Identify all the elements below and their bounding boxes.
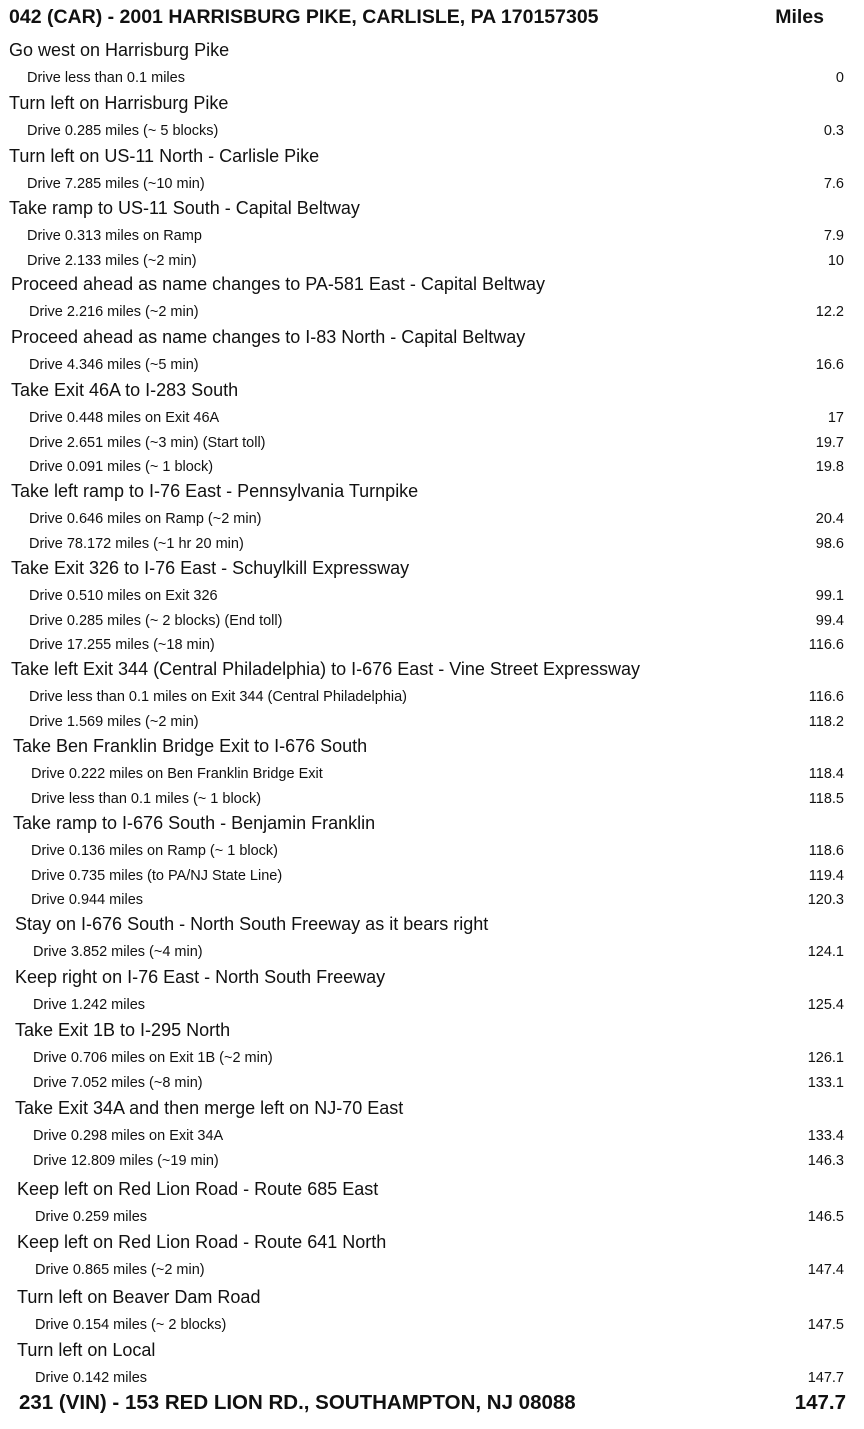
detail-text: Drive 78.172 miles (~1 hr 20 min) (29, 535, 244, 552)
cumulative-miles: 147.5 (807, 1317, 844, 1333)
cumulative-miles: 146.3 (807, 1152, 844, 1169)
step-instruction: Take left ramp to I-76 East - Pennsylvania Turnpike (11, 481, 419, 501)
cumulative-miles: 10 (827, 252, 844, 269)
step-instruction: Keep right on I-76 East - North South Freeway (15, 967, 386, 987)
cumulative-miles: 99.1 (815, 588, 844, 604)
step-instruction: Keep left on Red Lion Road - Route 685 East (17, 1179, 379, 1199)
step-instruction: Proceed ahead as name changes to I-83 North - Capital Beltway (11, 327, 526, 347)
detail-text: Drive 2.133 miles (~2 min) (27, 252, 197, 269)
cumulative-miles: 20.4 (815, 511, 844, 527)
step-instruction: Take Exit 46A to I-283 South (11, 380, 239, 400)
step-instruction: Turn left on Harrisburg Pike (9, 93, 229, 113)
destination-address: 231 (VIN) - 153 RED LION RD., SOUTHAMPTON, NJ 08088 (19, 1391, 576, 1414)
detail-text: Drive 0.706 miles on Exit 1B (~2 min) (33, 1050, 273, 1066)
total-miles: 147.7 (794, 1391, 846, 1414)
detail-text: Drive 0.136 miles on Ramp (~ 1 block) (31, 843, 279, 859)
step-instruction: Take Ben Franklin Bridge Exit to I-676 South (13, 736, 368, 756)
cumulative-miles: 19.8 (815, 459, 844, 475)
cumulative-miles: 124.1 (807, 944, 844, 960)
detail-text: Drive 0.944 miles (31, 892, 144, 908)
step-instruction: Keep left on Red Lion Road - Route 641 North (17, 1232, 387, 1252)
cumulative-miles: 17 (827, 410, 844, 426)
step-instruction: Take Exit 1B to I-295 North (15, 1020, 231, 1040)
cumulative-miles: 99.4 (815, 612, 844, 629)
detail-text: Drive less than 0.1 miles (27, 70, 185, 86)
detail-text: Drive 0.313 miles on Ramp (27, 228, 202, 244)
cumulative-miles: 120.3 (807, 892, 844, 908)
detail-text: Drive 0.646 miles on Ramp (~2 min) (29, 511, 262, 527)
cumulative-miles: 118.6 (808, 843, 844, 859)
detail-text: Drive 0.091 miles (~ 1 block) (29, 459, 214, 475)
step-instruction: Take left Exit 344 (Central Philadelphia) to I-676 East - Vine Street Expressway (11, 659, 640, 679)
cumulative-miles: 7.9 (823, 228, 844, 244)
cumulative-miles: 133.1 (807, 1074, 844, 1091)
detail-text: Drive 0.285 miles (~ 2 blocks) (End toll) (29, 612, 283, 629)
cumulative-miles: 98.6 (815, 535, 844, 552)
detail-text: Drive 0.259 miles (35, 1209, 148, 1225)
detail-text: Drive less than 0.1 miles (~ 1 block) (31, 790, 262, 807)
step-instruction: Turn left on Beaver Dam Road (17, 1287, 261, 1307)
step-instruction: Stay on I-676 South - North South Freeway as it bears right (15, 914, 489, 934)
detail-text: Drive 0.865 miles (~2 min) (35, 1262, 205, 1278)
detail-text: Drive 7.285 miles (~10 min) (27, 176, 205, 192)
step-instruction: Turn left on Local (17, 1340, 156, 1360)
detail-text: Drive 2.651 miles (~3 min) (Start toll) (29, 434, 266, 451)
cumulative-miles: 0 (835, 70, 844, 86)
detail-text: Drive 0.154 miles (~ 2 blocks) (35, 1317, 227, 1333)
step-instruction: Take Exit 326 to I-76 East - Schuylkill Expressway (11, 558, 410, 578)
step-instruction: Take Exit 34A and then merge left on NJ-70 East (15, 1098, 404, 1118)
step-instruction: Go west on Harrisburg Pike (9, 40, 230, 60)
detail-text: Drive 12.809 miles (~19 min) (33, 1152, 219, 1169)
detail-text: Drive 0.298 miles on Exit 34A (33, 1128, 224, 1144)
detail-text: Drive 7.052 miles (~8 min) (33, 1074, 203, 1091)
cumulative-miles: 12.2 (815, 304, 844, 320)
cumulative-miles: 19.7 (815, 434, 844, 451)
detail-text: Drive 17.255 miles (~18 min) (29, 637, 215, 653)
detail-text: Drive 3.852 miles (~4 min) (33, 944, 203, 960)
cumulative-miles: 119.4 (808, 867, 844, 884)
detail-text: Drive 0.142 miles (35, 1370, 148, 1386)
step-instruction: Turn left on US-11 North - Carlisle Pike (9, 146, 320, 166)
detail-text: Drive 0.448 miles on Exit 46A (29, 410, 220, 426)
detail-text: Drive 2.216 miles (~2 min) (29, 304, 199, 320)
cumulative-miles: 116.6 (808, 689, 844, 705)
cumulative-miles: 0.3 (823, 123, 844, 139)
cumulative-miles: 118.5 (808, 790, 844, 807)
miles-column-label: Miles (775, 6, 824, 28)
cumulative-miles: 126.1 (807, 1050, 844, 1066)
step-instruction: Take ramp to I-676 South - Benjamin Franklin (13, 813, 376, 833)
detail-text: Drive 0.510 miles on Exit 326 (29, 588, 218, 604)
cumulative-miles: 147.7 (807, 1370, 844, 1386)
step-instruction: Proceed ahead as name changes to PA-581 East - Capital Beltway (11, 274, 545, 294)
cumulative-miles: 133.4 (807, 1128, 844, 1144)
detail-text: Drive 1.242 miles (33, 997, 146, 1013)
detail-text: Drive 0.735 miles (to PA/NJ State Line) (31, 867, 283, 884)
detail-text: Drive 0.222 miles on Ben Franklin Bridge Exit (31, 766, 323, 782)
detail-text: Drive 1.569 miles (~2 min) (29, 713, 199, 730)
cumulative-miles: 118.4 (808, 766, 844, 782)
cumulative-miles: 147.4 (807, 1262, 844, 1278)
cumulative-miles: 125.4 (807, 997, 844, 1013)
cumulative-miles: 7.6 (823, 176, 844, 192)
cumulative-miles: 16.6 (815, 357, 844, 373)
step-instruction: Take ramp to US-11 South - Capital Beltway (9, 198, 360, 218)
cumulative-miles: 146.5 (807, 1209, 844, 1225)
cumulative-miles: 118.2 (808, 713, 844, 730)
origin-address: 042 (CAR) - 2001 HARRISBURG PIKE, CARLISLE, PA 170157305 (9, 6, 599, 28)
detail-text: Drive less than 0.1 miles on Exit 344 (Central Philadelphia) (29, 689, 407, 705)
detail-text: Drive 4.346 miles (~5 min) (29, 357, 199, 373)
cumulative-miles: 116.6 (808, 637, 844, 653)
detail-text: Drive 0.285 miles (~ 5 blocks) (27, 123, 219, 139)
